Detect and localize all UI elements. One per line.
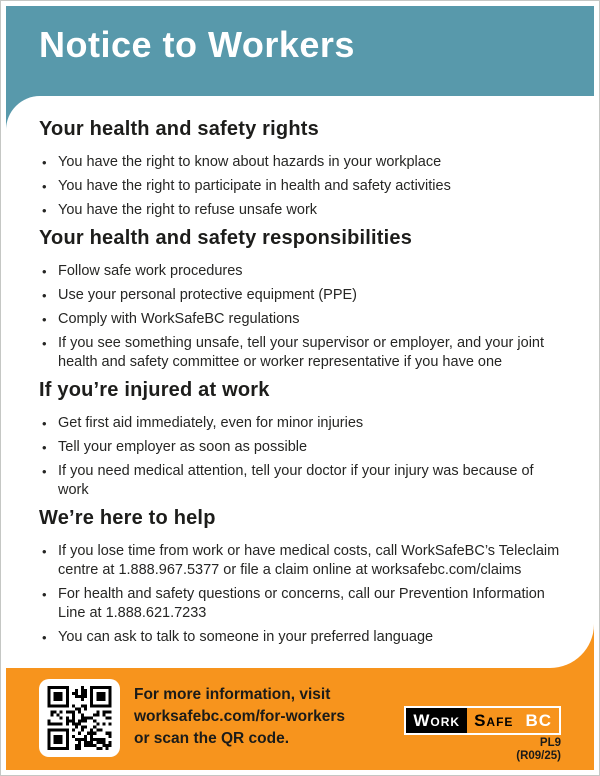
worksafebc-logo — [404, 706, 561, 735]
poster-title: Notice to Workers — [39, 24, 355, 65]
section-injured-heading: If you’re injured at work — [39, 379, 270, 401]
section-rights — [39, 117, 566, 220]
list-item: • If you see something unsafe, tell your supervisor or employer, and your joint health and safety committee or worker representative if you have one — [39, 334, 566, 372]
list-item: • Tell your employer as soon as possible — [39, 438, 566, 457]
section-rights-heading: Your health and safety rights — [39, 118, 319, 140]
logo-safe-text: Safe — [474, 711, 514, 730]
logo-work-segment: Work — [406, 708, 467, 733]
section-injured-list — [39, 414, 566, 500]
logo-bc-text: BC — [525, 711, 552, 730]
section-responsibilities-list — [39, 262, 566, 372]
qr-code-pattern — [46, 686, 113, 750]
list-item: • Use your personal protective equipment (PPE) — [39, 286, 566, 305]
section-rights-list — [39, 153, 566, 220]
footer-info-text — [134, 684, 345, 750]
list-item: • You have the right to refuse unsafe work — [39, 201, 566, 220]
form-revision: (R09/25) — [516, 750, 561, 762]
logo-safe-bc-segment — [467, 708, 559, 733]
section-help-list — [39, 542, 566, 647]
section-help-heading: We’re here to help — [39, 507, 216, 529]
form-code — [516, 737, 561, 763]
list-item: • Comply with WorkSafeBC regulations — [39, 310, 566, 329]
section-injured — [39, 378, 566, 500]
content-panel — [6, 96, 594, 668]
list-item: • If you lose time from work or have medical costs, call WorkSafeBC’s Teleclaim centre at 1.888.967.5377 or file a claim online at worksafebc.com/claims — [39, 542, 566, 580]
footer-info-line-1: For more information, visit — [134, 686, 331, 703]
footer-info-line-3: or scan the QR code. — [134, 730, 290, 747]
form-number: PL9 — [539, 737, 561, 749]
section-responsibilities-heading: Your health and safety responsibilities — [39, 227, 413, 249]
list-item: • Get first aid immediately, even for minor injuries — [39, 414, 566, 433]
qr-code — [39, 679, 120, 757]
list-item: • You can ask to talk to someone in your preferred language — [39, 628, 566, 647]
list-item: • If you need medical attention, tell your doctor if your injury was because of work — [39, 462, 566, 500]
section-help — [39, 506, 566, 647]
section-responsibilities — [39, 226, 566, 372]
list-item: • For health and safety questions or concerns, call our Prevention Information Line at 1.888.621.7233 — [39, 585, 566, 623]
list-item: • Follow safe work procedures — [39, 262, 566, 281]
list-item: • You have the right to know about hazards in your workplace — [39, 153, 566, 172]
footer-info-line-2: worksafebc.com/for-workers — [134, 708, 346, 725]
list-item: • You have the right to participate in health and safety activities — [39, 177, 566, 196]
